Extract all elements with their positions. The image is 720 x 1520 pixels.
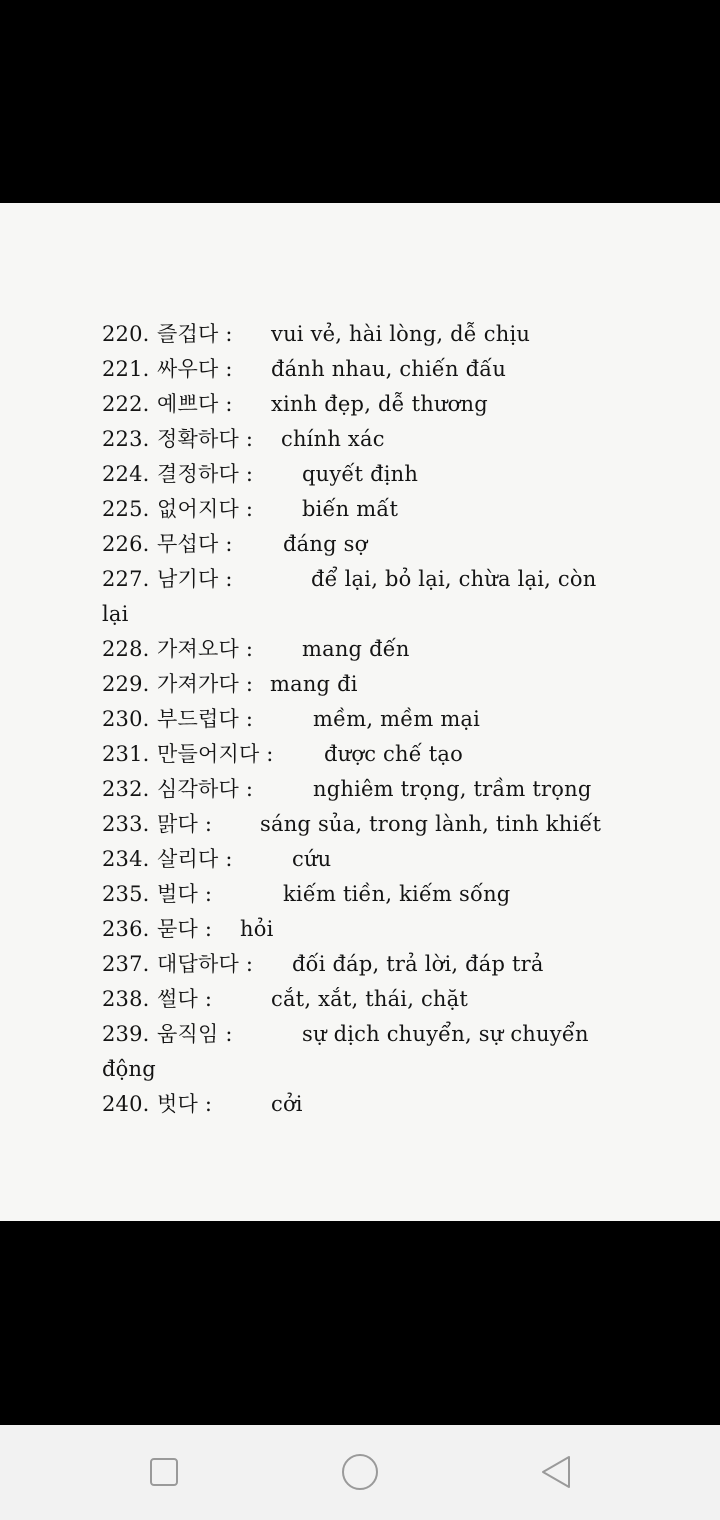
korean-word: 벌다 :	[157, 882, 213, 906]
korean-word: 결정하다 :	[157, 462, 254, 486]
vietnamese-meaning: đáng sợ	[283, 532, 368, 556]
korean-word: 즐겁다 :	[157, 322, 233, 346]
item-number: 236.	[102, 917, 150, 941]
korean-word: 가져가다 :	[157, 672, 254, 696]
recent-apps-button[interactable]	[144, 1452, 184, 1492]
top-black-area	[0, 0, 720, 203]
vietnamese-meaning: để lại, bỏ lại, chừa lại, còn	[311, 567, 597, 591]
item-number: 235.	[102, 882, 150, 906]
item-number: 237.	[102, 952, 150, 976]
back-triangle-icon	[539, 1454, 573, 1490]
item-number: 240.	[102, 1092, 150, 1116]
korean-word: 무섭다 :	[157, 532, 233, 556]
item-number: 227.	[102, 567, 150, 591]
korean-word: 묻다 :	[157, 917, 213, 941]
korean-word: 움직임 :	[157, 1022, 233, 1046]
vietnamese-meaning: xinh đẹp, dễ thương	[271, 392, 488, 416]
vietnamese-meaning: được chế tạo	[324, 742, 463, 766]
vietnamese-meaning: nghiêm trọng, trầm trọng	[313, 777, 592, 801]
navigation-bar	[0, 1425, 720, 1520]
item-number: 233.	[102, 812, 150, 836]
korean-word: 싸우다 :	[157, 357, 233, 381]
korean-word: 정확하다 :	[157, 427, 254, 451]
item-number: 232.	[102, 777, 150, 801]
item-number: 221.	[102, 357, 150, 381]
photo-content[interactable]	[0, 203, 720, 1221]
korean-word: 심각하다 :	[157, 777, 254, 801]
item-number: 224.	[102, 462, 150, 486]
item-number: 228.	[102, 637, 150, 661]
korean-word: 만들어지다 :	[157, 742, 274, 766]
vietnamese-meaning: mềm, mềm mại	[313, 707, 481, 731]
vietnamese-meaning: mang đi	[270, 672, 358, 696]
square-icon	[149, 1457, 179, 1487]
vietnamese-meaning: sáng sủa, trong lành, tinh khiết	[260, 812, 602, 836]
vietnamese-meaning: quyết định	[302, 462, 419, 486]
vietnamese-meaning: biến mất	[302, 497, 399, 521]
bottom-black-area	[0, 1221, 720, 1425]
vietnamese-meaning: đối đáp, trả lời, đáp trả	[292, 952, 544, 976]
meaning-continuation: lại	[102, 602, 129, 626]
vietnamese-meaning: hỏi	[240, 917, 274, 941]
korean-word: 썰다 :	[157, 987, 213, 1011]
item-number: 230.	[102, 707, 150, 731]
korean-word: 살리다 :	[157, 847, 233, 871]
vietnamese-meaning: cứu	[292, 847, 332, 871]
korean-word: 부드럽다 :	[157, 707, 254, 731]
korean-word: 벗다 :	[157, 1092, 213, 1116]
vietnamese-meaning: mang đến	[302, 637, 410, 661]
item-number: 239.	[102, 1022, 150, 1046]
item-number: 229.	[102, 672, 150, 696]
vietnamese-meaning: chính xác	[281, 427, 385, 451]
item-number: 222.	[102, 392, 150, 416]
home-button[interactable]	[340, 1452, 380, 1492]
item-number: 234.	[102, 847, 150, 871]
korean-word: 예쁘다 :	[157, 392, 233, 416]
item-number: 231.	[102, 742, 150, 766]
vietnamese-meaning: kiếm tiền, kiếm sống	[283, 882, 511, 906]
korean-word: 없어지다 :	[157, 497, 254, 521]
vietnamese-meaning: cởi	[271, 1092, 303, 1116]
vietnamese-meaning: cắt, xắt, thái, chặt	[271, 987, 469, 1011]
korean-word: 대답하다 :	[157, 952, 254, 976]
item-number: 220.	[102, 322, 150, 346]
item-number: 225.	[102, 497, 150, 521]
vietnamese-meaning: đánh nhau, chiến đấu	[271, 357, 507, 381]
item-number: 223.	[102, 427, 150, 451]
back-button[interactable]	[536, 1452, 576, 1492]
meaning-continuation: động	[102, 1057, 156, 1081]
korean-word: 가져오다 :	[157, 637, 254, 661]
vietnamese-meaning: sự dịch chuyển, sự chuyển	[302, 1022, 589, 1046]
item-number: 226.	[102, 532, 150, 556]
circle-icon	[341, 1453, 379, 1491]
korean-word: 남기다 :	[157, 567, 233, 591]
vietnamese-meaning: vui vẻ, hài lòng, dễ chịu	[271, 322, 531, 346]
korean-word: 맑다 :	[157, 812, 213, 836]
item-number: 238.	[102, 987, 150, 1011]
